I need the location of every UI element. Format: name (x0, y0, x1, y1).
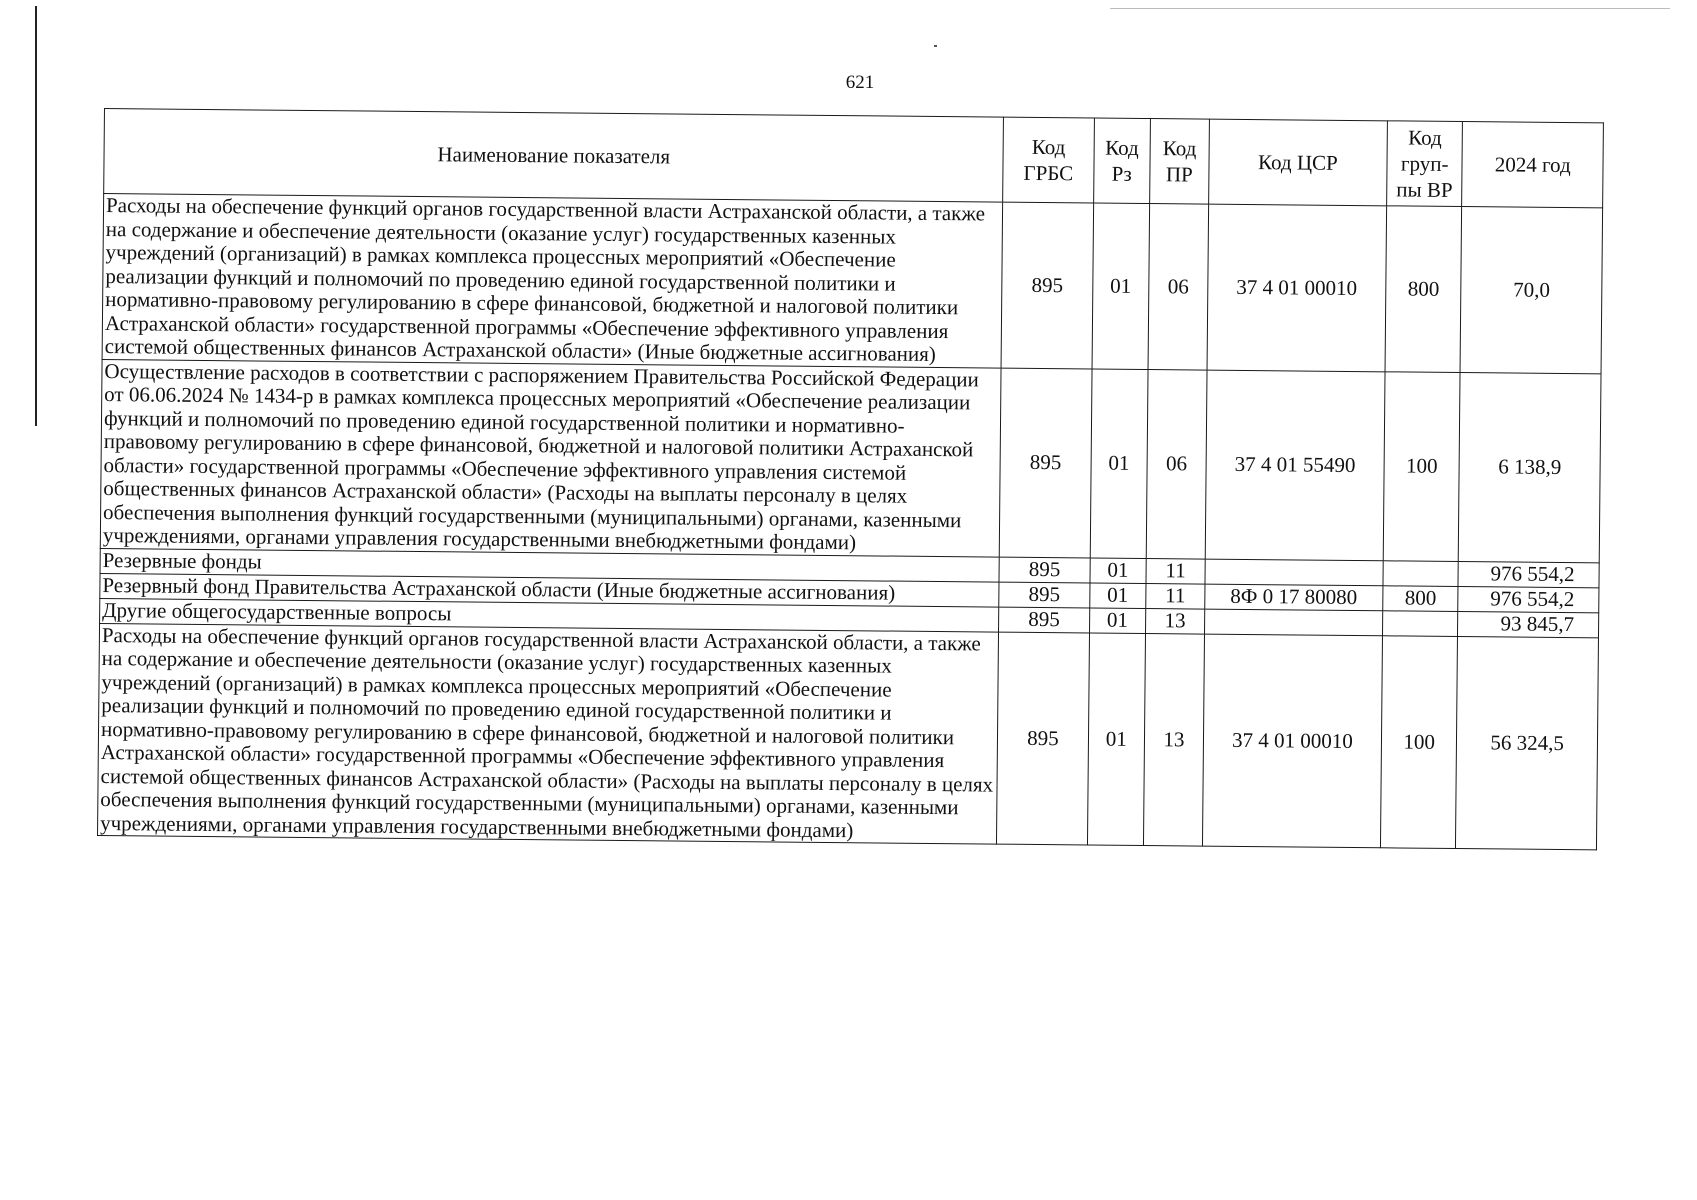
row-grbs: 895 (999, 557, 1089, 583)
row-vr (1383, 560, 1459, 586)
row-vr (1382, 610, 1458, 636)
row-name: Осуществление расходов в соответствии с распоряжением Правительства Российской Федерации от 06.06.2024 № 1434-р в рамках комплекса процессных мероприятий «Обеспечение реализации функций и полномочий по проведению единой государственной политики и нормативно-правовому регулированию в сфере финансовой, бюджетной и налоговой политики Астраханской области» государственной программы «Обеспечение эффективного управления системой общественных финансов Астраханской области» (Расходы на выплаты персоналу в целях обеспечения выполнения функций государственными (муниципальными) органами, казенными учреждениями, органами управления государственными внебюджетными фондами) (100, 359, 1001, 557)
scan-artifact (934, 45, 937, 47)
row-name: Расходы на обеспечение функций органов государственной власти Астраханской области, а также на содержание и обеспечение деятельности (оказание услуг) государственных казенных учреждений (организаций) в рамках комплекса процессных мероприятий «Обеспечение реализации функций и полномочий по проведению единой государственной политики и нормативно-правовому регулированию в сфере финансовой, бюджетной и налоговой политики Астраханской области» государственной программы «Обеспечение эффективного управления системой общественных финансов Астраханской области» (Иные бюджетные ассигнования) (102, 194, 1003, 368)
row-amount: 56 324,5 (1456, 636, 1599, 850)
row-vr: 800 (1383, 585, 1459, 611)
row-rz: 01 (1087, 632, 1146, 845)
header-grbs: Код ГРБС (1003, 117, 1094, 203)
row-csr (1205, 559, 1383, 586)
row-name: Резервный фонд Правительства Астраханской области (Иные бюджетные ассигнования) (100, 573, 1000, 607)
row-pr: 06 (1146, 369, 1206, 559)
table-row (98, 623, 1599, 850)
row-csr: 37 4 01 00010 (1207, 204, 1387, 371)
row-rz: 01 (1090, 557, 1147, 583)
row-csr (1204, 609, 1382, 636)
row-vr: 800 (1385, 206, 1462, 372)
header-vr: Код груп-пы ВР (1387, 121, 1463, 207)
row-grbs: 895 (997, 632, 1089, 845)
row-pr: 13 (1146, 608, 1205, 634)
header-csr: Код ЦСР (1208, 119, 1387, 206)
row-grbs: 895 (999, 582, 1089, 608)
budget-table (97, 108, 1604, 850)
row-vr: 100 (1383, 371, 1460, 561)
row-name: Расходы на обеспечение функций органов государственной власти Астраханской области, а также на содержание и обеспечение деятельности (оказание услуг) государственных казенных учреждений (организаций) в рамках комплекса процессных мероприятий «Обеспечение реализации функций и полномочий по проведению единой государственной политики и нормативно-правовому регулированию в сфере финансовой, бюджетной и налоговой политики Астраханской области» государственной программы «Обеспечение эффективного управления системой общественных финансов Астраханской области» (Расходы на выплаты персоналу в целях обеспечения выполнения функций государственными (муниципальными) органами, казенными учреждениями, органами управления государственными внебюджетными фондами) (98, 623, 999, 844)
header-year: 2024 год (1462, 122, 1603, 208)
row-rz: 01 (1090, 368, 1148, 558)
row-amount: 976 554,2 (1458, 561, 1599, 587)
table-row (102, 194, 1603, 374)
row-grbs: 895 (999, 607, 1089, 633)
table-header-row (104, 109, 1604, 208)
table-row (100, 359, 1601, 562)
header-pr: Код ПР (1150, 119, 1210, 205)
row-grbs: 895 (1000, 368, 1092, 558)
row-pr: 11 (1146, 583, 1205, 609)
row-rz: 01 (1089, 607, 1146, 633)
row-rz: 01 (1089, 582, 1146, 608)
row-csr: 8Ф 0 17 80080 (1205, 584, 1383, 611)
row-amount: 93 845,7 (1458, 611, 1599, 637)
header-name: Наименование показателя (104, 109, 1004, 203)
row-vr: 100 (1380, 635, 1458, 848)
row-name: Резервные фонды (100, 548, 1000, 582)
row-amount: 6 138,9 (1459, 372, 1601, 562)
row-amount: 70,0 (1460, 207, 1602, 374)
row-rz: 01 (1092, 203, 1150, 369)
row-csr: 37 4 01 55490 (1205, 370, 1385, 561)
header-rz: Код Рз (1093, 118, 1150, 204)
scan-edge-left (35, 6, 37, 426)
scan-edge-top (1110, 8, 1670, 9)
row-csr: 37 4 01 00010 (1202, 634, 1382, 848)
row-pr: 13 (1144, 633, 1205, 846)
row-amount: 976 554,2 (1458, 586, 1599, 612)
row-grbs: 895 (1001, 202, 1093, 368)
row-name: Другие общегосударственные вопросы (100, 598, 1000, 632)
row-pr: 06 (1148, 204, 1208, 370)
page-number: 621 (845, 72, 875, 93)
row-pr: 11 (1146, 558, 1205, 584)
